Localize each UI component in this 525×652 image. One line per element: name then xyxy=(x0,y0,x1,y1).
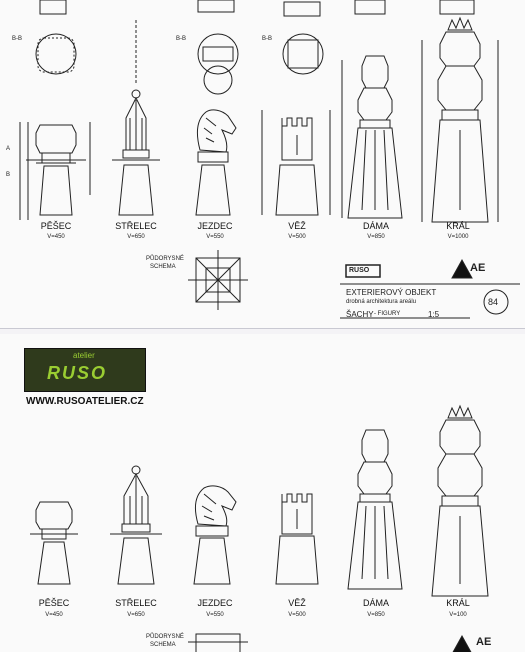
schema-label-line2: SCHEMA xyxy=(150,264,176,270)
piece-label-bishop: STŘELEC xyxy=(115,221,157,231)
plan-schema-drawing xyxy=(188,250,248,310)
piece-height-pawn-bottom: V=450 xyxy=(45,612,63,618)
piece-height-queen-bottom: V=850 xyxy=(367,612,385,618)
king-drawing-bottom xyxy=(432,406,488,596)
piece-height-bishop: V=650 xyxy=(127,234,145,240)
piece-label-knight: JEZDEC xyxy=(197,221,233,231)
section-mark-a: A xyxy=(6,146,11,152)
piece-label-king-bottom: KRÁL xyxy=(446,598,470,608)
section-label-bb-left: B-B xyxy=(12,36,23,42)
ae-mark-bottom: AE xyxy=(476,636,492,648)
title-block-sheet-number: 84 xyxy=(488,297,499,307)
title-block-scale: 1:5 xyxy=(428,310,440,319)
section-bb-pawn xyxy=(36,34,76,74)
piece-label-pawn: PĚŠEC xyxy=(40,221,72,231)
atelier-url[interactable]: WWW.RUSOATELIER.CZ xyxy=(26,396,144,407)
section-mark-b: B xyxy=(6,172,11,178)
ae-triangle-bottom xyxy=(452,636,472,652)
plan-top-2 xyxy=(198,0,234,12)
bishop-drawing-bottom xyxy=(110,466,162,584)
piece-height-pawn: V=450 xyxy=(47,234,65,240)
piece-label-king: KRÁL xyxy=(446,221,470,231)
logo-big-text: RUSO xyxy=(47,363,108,383)
piece-label-queen-bottom: DÁMA xyxy=(362,598,389,608)
king-drawing xyxy=(422,18,498,222)
plan-top-1 xyxy=(40,0,66,14)
section-label-bb-mid: B-B xyxy=(176,36,187,42)
piece-label-knight-bottom: JEZDEC xyxy=(197,598,233,608)
pawn-drawing-bottom xyxy=(30,502,78,584)
title-block-line1: EXTERIEROVÝ OBJEKT xyxy=(346,288,437,297)
plan-top-3 xyxy=(284,2,320,16)
piece-label-bishop-bottom: STŘELEC xyxy=(115,598,157,608)
plan-schema-bottom xyxy=(196,634,240,652)
plan-top-5 xyxy=(440,0,474,14)
piece-height-king: V=1000 xyxy=(447,234,469,240)
section-label-bb-right: B-B xyxy=(262,36,273,42)
knight-drawing xyxy=(196,110,236,215)
piece-label-pawn-bottom: PĚŠEC xyxy=(38,598,70,608)
section-bb-knight xyxy=(198,34,238,74)
piece-height-rook-bottom: V=500 xyxy=(288,612,306,618)
rook-drawing xyxy=(262,110,330,215)
piece-label-rook: VĚŽ xyxy=(288,221,306,231)
pawn-drawing xyxy=(26,125,86,215)
schema-label-line1: PŮDORYSNÉ xyxy=(146,256,184,262)
logo-small-text: atelier xyxy=(73,351,95,360)
rook-drawing-bottom xyxy=(276,494,318,584)
title-block-line3b: - FIGURY xyxy=(374,311,401,317)
piece-height-rook: V=500 xyxy=(288,234,306,240)
queen-drawing xyxy=(342,56,402,218)
piece-height-knight: V=550 xyxy=(206,234,224,240)
piece-height-bishop-bottom: V=650 xyxy=(127,612,145,618)
bottom-drawing-sheet xyxy=(0,334,525,652)
title-block-ae-mark: AE xyxy=(470,262,486,274)
piece-height-queen: V=850 xyxy=(367,234,385,240)
title-block-line2: drobná architektura areálu xyxy=(346,299,417,305)
bishop-drawing xyxy=(112,20,160,215)
plan-top-4 xyxy=(355,0,385,14)
piece-height-knight-bottom: V=550 xyxy=(206,612,224,618)
schema-label-line2-bottom: SCHEMA xyxy=(150,642,176,648)
knight-drawing-bottom xyxy=(194,486,236,584)
schema-label-line1-bottom: PŮDORYSNÉ xyxy=(146,634,184,640)
piece-label-queen: DÁMA xyxy=(362,221,389,231)
queen-drawing-bottom xyxy=(348,430,402,589)
piece-label-rook-bottom: VĚŽ xyxy=(288,598,306,608)
piece-height-king-bottom: V=100 xyxy=(449,612,467,618)
title-block-logo: RUSO xyxy=(349,267,370,274)
title-block-line3a: ŠACHY xyxy=(346,310,374,319)
